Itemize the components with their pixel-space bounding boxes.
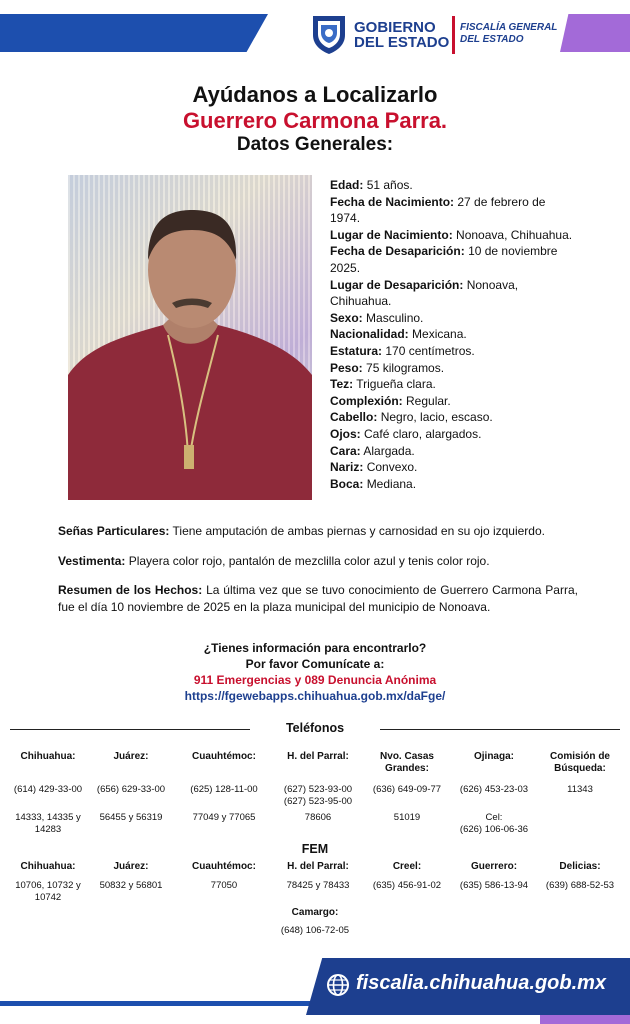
state-shield-icon bbox=[310, 13, 348, 55]
detail-value: Alargada. bbox=[363, 443, 415, 458]
table-cell: (614) 429-33-00 bbox=[13, 784, 83, 795]
table-cell: 14333, 14335 y 14283 bbox=[15, 812, 81, 835]
table-header: Juárez: bbox=[113, 861, 149, 872]
emergency-numbers: 911 Emergencias y 089 Denuncia Anónima bbox=[193, 673, 437, 687]
detail-row bbox=[330, 310, 575, 327]
table-header: Cuauhtémoc: bbox=[192, 861, 256, 872]
table-header: Delicias: bbox=[559, 861, 601, 872]
detail-value: 75 kilogramos. bbox=[366, 360, 445, 375]
table-cell: (635) 456-91-02 bbox=[372, 880, 442, 891]
detail-row bbox=[330, 277, 575, 310]
detail-label: Peso: bbox=[330, 360, 363, 375]
detail-row bbox=[330, 360, 575, 377]
detail-label: Tez: bbox=[330, 377, 354, 392]
table-cell: (639) 688-52-53 bbox=[545, 880, 615, 891]
detail-row bbox=[330, 409, 575, 426]
detail-row bbox=[330, 376, 575, 393]
government-logo-text: GOBIERNO DEL ESTADO bbox=[354, 19, 450, 51]
table-header: Ojinaga: bbox=[473, 751, 514, 762]
detail-value: Negro, lacio, escaso. bbox=[380, 410, 493, 425]
detail-value: Mexicana. bbox=[412, 327, 467, 342]
table-cell: (636) 649-09-77 bbox=[372, 784, 442, 795]
detail-row bbox=[330, 243, 575, 276]
page-title: Ayúdanos a Localizarlo bbox=[192, 82, 438, 107]
header-blue-bar bbox=[0, 14, 268, 52]
detail-value: Masculino. bbox=[366, 310, 424, 325]
detail-label: Lugar de Nacimiento: bbox=[330, 227, 453, 242]
detail-value: Trigueña clara. bbox=[356, 377, 436, 392]
table-header: H. del Parral: bbox=[287, 861, 349, 872]
table-cell: 10706, 10732 y 10742 bbox=[15, 880, 81, 903]
detail-value: 27 de febrero de 1974. bbox=[330, 194, 546, 226]
detail-label: Edad: bbox=[330, 178, 364, 192]
detail-value: Nonoava, Chihuahua. bbox=[330, 277, 519, 309]
fem-title: FEM bbox=[301, 842, 329, 856]
detail-value: Mediana. bbox=[366, 476, 417, 491]
detail-row bbox=[330, 227, 575, 244]
contact-please: Por favor Comunícate a: bbox=[245, 657, 385, 671]
facts-summary: Resumen de los Hechos: La última vez que se tuvo conocimiento de Guerrero Carmona Parra, fue el día 10 noviembre de 2025 en la plaza municipal del municipio de Nonoava. bbox=[58, 583, 578, 614]
globe-icon bbox=[326, 973, 350, 997]
logo-divider bbox=[452, 16, 455, 54]
table-cell: 56455 y 56319 bbox=[99, 812, 163, 823]
detail-label: Fecha de Desaparición: bbox=[330, 244, 465, 259]
detail-value: 51 años. bbox=[366, 178, 413, 192]
table-cell: (625) 128-11-00 bbox=[190, 784, 258, 795]
detail-label: Cabello: bbox=[330, 410, 378, 425]
table-cell: 78425 y 78433 bbox=[286, 880, 350, 891]
detail-value: 10 de noviembre 2025. bbox=[330, 244, 558, 275]
phones-title: Teléfonos bbox=[285, 721, 345, 735]
section-title-general-data: Datos Generales: bbox=[236, 134, 394, 155]
distinctive-marks: Señas Particulares: Tiene amputación de ambas piernas y carnosidad en su ojo izquierdo. bbox=[58, 524, 545, 538]
detail-label: Fecha de Nacimiento: bbox=[330, 194, 455, 209]
detail-label: Nariz: bbox=[330, 460, 364, 475]
detail-label: Cara: bbox=[330, 443, 361, 458]
detail-label: Lugar de Desaparición: bbox=[330, 277, 464, 292]
detail-row bbox=[330, 194, 575, 227]
detail-row bbox=[330, 326, 575, 343]
camargo-phone: (648) 106-72-05 bbox=[280, 925, 350, 936]
detail-value: 170 centímetros. bbox=[385, 343, 475, 358]
missing-person-photo bbox=[68, 175, 312, 500]
header-purple-bar bbox=[560, 14, 630, 52]
detail-value: Convexo. bbox=[366, 460, 418, 475]
table-header: Juárez: bbox=[113, 751, 149, 762]
table-header: H. del Parral: bbox=[287, 751, 349, 762]
table-cell: 77049 y 77065 bbox=[192, 812, 256, 823]
person-name: Guerrero Carmona Parra. bbox=[182, 108, 448, 133]
table-header: Chihuahua: bbox=[20, 861, 76, 872]
table-cell: 77050 bbox=[210, 880, 238, 891]
table-cell: (656) 629-33-00 bbox=[96, 784, 166, 795]
table-header: Creel: bbox=[392, 861, 422, 872]
detail-label: Estatura: bbox=[330, 343, 383, 358]
table-cell: 11343 bbox=[567, 784, 593, 795]
table-cell: (627) 523-93-00 (627) 523-95-00 bbox=[283, 784, 353, 807]
general-data-list bbox=[330, 177, 575, 492]
table-cell: (635) 586-13-94 bbox=[459, 880, 529, 891]
table-cell: 50832 y 56801 bbox=[99, 880, 163, 891]
table-cell: (626) 453-23-03 bbox=[459, 784, 529, 795]
detail-value: Regular. bbox=[406, 393, 451, 408]
detail-label: Complexión: bbox=[330, 393, 403, 408]
table-cell: 78606 bbox=[304, 812, 332, 823]
detail-value: Nonoava, Chihuahua. bbox=[456, 227, 573, 242]
clothing: Vestimenta: Playera color rojo, pantalón de mezclilla color azul y tenis color rojo. bbox=[58, 554, 490, 568]
detail-value: Café claro, alargados. bbox=[364, 426, 482, 441]
detail-label: Ojos: bbox=[330, 426, 361, 441]
table-header: Chihuahua: bbox=[20, 751, 76, 762]
detail-row bbox=[330, 343, 575, 360]
detail-row bbox=[330, 426, 575, 443]
table-header: Comisión de Búsqueda: bbox=[549, 751, 610, 774]
fiscalia-logo-text: FISCALÍA GENERAL DEL ESTADO bbox=[460, 22, 558, 45]
table-header: Nvo. Casas Grandes: bbox=[380, 751, 434, 774]
detail-row bbox=[330, 443, 575, 460]
table-cell: 51019 bbox=[393, 812, 421, 823]
detail-row bbox=[330, 177, 575, 194]
detail-label: Nacionalidad: bbox=[330, 327, 409, 342]
camargo-label: Camargo: bbox=[291, 907, 339, 918]
detail-row bbox=[330, 393, 575, 410]
table-header: Guerrero: bbox=[470, 861, 518, 872]
table-header: Cuauhtémoc: bbox=[192, 751, 256, 762]
detail-label: Sexo: bbox=[330, 310, 363, 325]
detail-row bbox=[330, 459, 575, 476]
contact-question: ¿Tienes información para encontrarlo? bbox=[203, 641, 427, 655]
detail-row bbox=[330, 476, 575, 493]
detail-label: Boca: bbox=[330, 476, 364, 491]
footer-website[interactable]: fiscalia.chihuahua.gob.mx bbox=[356, 972, 607, 994]
report-link[interactable]: https://fgewebapps.chihuahua.gob.mx/daFge/ bbox=[184, 689, 446, 703]
table-cell: Cel: (626) 106-06-36 bbox=[459, 812, 529, 835]
